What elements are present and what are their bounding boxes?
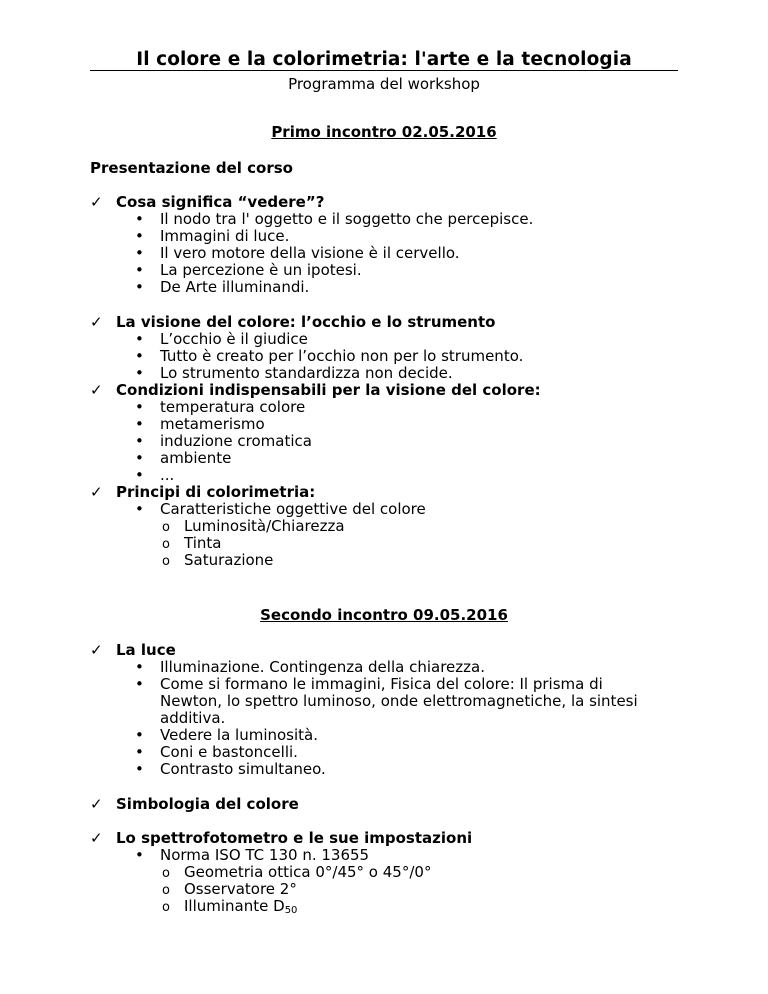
sub-list-item: o Tinta — [162, 534, 222, 552]
check-icon: ✓ — [90, 829, 103, 847]
circle-icon: o — [162, 554, 170, 569]
sub-list-item: o Saturazione — [162, 551, 274, 569]
bullet-icon: • — [135, 330, 144, 348]
list-item: • Norma ISO TC 130 n. 13655 — [135, 846, 370, 864]
sub-list-item: o Illuminante $D_{50}$ — [162, 897, 298, 916]
list-item: • Coni e bastoncelli. — [135, 743, 298, 761]
document-title: Il colore e la colorimetria: l'arte e la tecnologia — [136, 49, 632, 70]
list-item: • Vedere la luminosità. — [135, 726, 318, 744]
list-item: • Caratteristiche oggettive del colore — [135, 500, 426, 518]
sub-list-item: o Luminosità/Chiarezza — [162, 517, 345, 535]
topic-6-title: ✓ Simbologia del colore — [90, 795, 299, 813]
bullet-icon: • — [135, 364, 144, 382]
circle-icon: o — [162, 883, 170, 898]
list-item: • Come si formano le immagini, Fisica del colore: Il prisma di — [135, 675, 603, 693]
topic-7-title: ✓ Lo spettrofotometro e le sue impostazioni — [90, 829, 473, 847]
bullet-icon: • — [135, 278, 144, 296]
list-item: • temperatura colore — [135, 398, 306, 416]
check-icon: ✓ — [90, 381, 103, 399]
check-icon: ✓ — [90, 313, 103, 331]
meeting-1-heading: Primo incontro 02.05.2016 — [271, 123, 497, 141]
course-intro: Presentazione del corso — [90, 159, 293, 177]
list-item: • Lo strumento standardizza non decide. — [135, 364, 453, 382]
bullet-icon: • — [135, 658, 144, 676]
list-item: • De Arte illuminandi. — [135, 278, 310, 296]
list-item: • ambiente — [135, 449, 232, 467]
list-item-continuation: additiva. — [160, 709, 226, 727]
sub-list-item: o Geometria ottica 0°/45° o 45°/0° — [162, 863, 432, 881]
title-underline — [90, 70, 678, 71]
bullet-icon: • — [135, 398, 144, 416]
check-icon: ✓ — [90, 795, 103, 813]
bullet-icon: • — [135, 726, 144, 744]
topic-5-title: ✓ La luce — [90, 641, 176, 659]
circle-icon: o — [162, 520, 170, 535]
bullet-icon: • — [135, 500, 144, 518]
circle-icon: o — [162, 900, 170, 915]
illuminant-subscript: 50 — [284, 905, 298, 916]
topic-2-title: ✓ La visione del colore: l’occhio e lo strumento — [90, 313, 496, 331]
bullet-icon: • — [135, 760, 144, 778]
document-subtitle: Programma del workshop — [288, 75, 480, 93]
bullet-icon: • — [135, 347, 144, 365]
bullet-icon: • — [135, 466, 144, 484]
sub-list-item: o Osservatore 2° — [162, 880, 297, 898]
bullet-icon: • — [135, 415, 144, 433]
meeting-2-heading: Secondo incontro 09.05.2016 — [260, 606, 508, 624]
list-item: • Illuminazione. Contingenza della chiarezza. — [135, 658, 485, 676]
bullet-icon: • — [135, 743, 144, 761]
circle-icon: o — [162, 866, 170, 881]
bullet-icon: • — [135, 210, 144, 228]
list-item-continuation: Newton, lo spettro luminoso, onde elettromagnetiche, la sintesi — [160, 692, 638, 710]
bullet-icon: • — [135, 675, 144, 693]
list-item: • Tutto è creato per l’occhio non per lo strumento. — [135, 347, 524, 365]
bullet-icon: • — [135, 227, 144, 245]
bullet-icon: • — [135, 432, 144, 450]
list-item: • induzione cromatica — [135, 432, 312, 450]
bullet-icon: • — [135, 261, 144, 279]
topic-4-title: ✓ Principi di colorimetria: — [90, 483, 316, 501]
bullet-icon: • — [135, 449, 144, 467]
list-item: • Immagini di luce. — [135, 227, 290, 245]
topic-3-title: ✓ Condizioni indispensabili per la visione del colore: — [90, 381, 541, 399]
list-item: • Il nodo tra l' oggetto e il soggetto che percepisce. — [135, 210, 534, 228]
list-item: • L’occhio è il giudice — [135, 330, 308, 348]
circle-icon: o — [162, 537, 170, 552]
check-icon: ✓ — [90, 193, 103, 211]
check-icon: ✓ — [90, 641, 103, 659]
bullet-icon: • — [135, 846, 144, 864]
list-item: • Il vero motore della visione è il cervello. — [135, 244, 460, 262]
list-item: • La percezione è un ipotesi. — [135, 261, 362, 279]
list-item: • Contrasto simultaneo. — [135, 760, 326, 778]
topic-1-title: ✓ Cosa significa “vedere”? — [90, 193, 325, 211]
list-item: • ... — [135, 466, 175, 484]
check-icon: ✓ — [90, 483, 103, 501]
bullet-icon: • — [135, 244, 144, 262]
list-item: • metamerismo — [135, 415, 265, 433]
